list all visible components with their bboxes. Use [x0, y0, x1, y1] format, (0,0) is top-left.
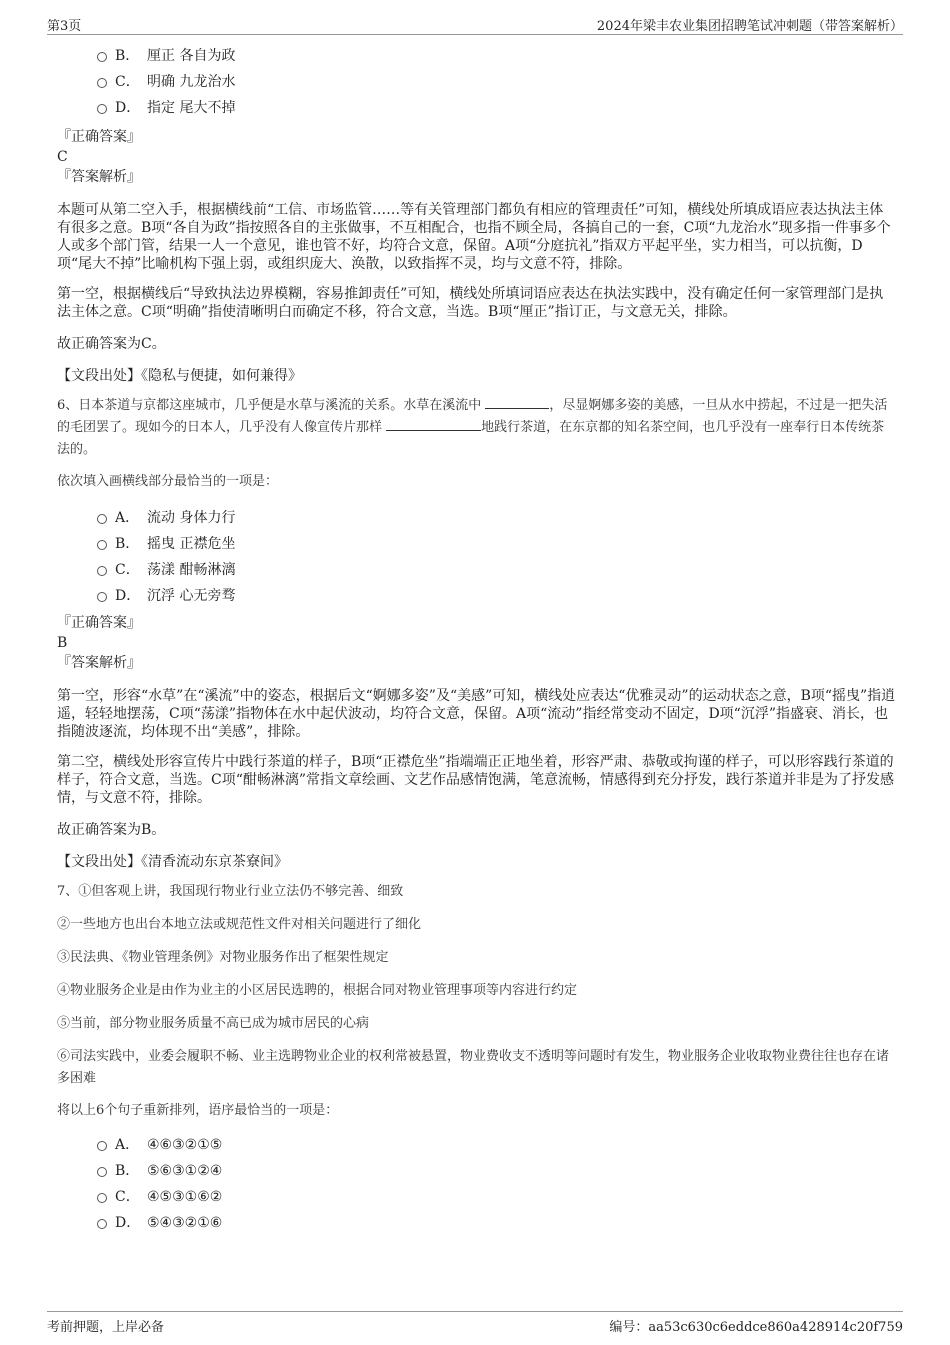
radio-icon[interactable]	[97, 104, 107, 114]
option-c[interactable]: C． ④⑤③①⑥②	[57, 1184, 897, 1210]
radio-icon[interactable]	[97, 540, 107, 550]
option-a[interactable]: A． 流动 身体力行	[57, 505, 897, 531]
option-d[interactable]: D． ⑤④③②①⑥	[57, 1210, 897, 1236]
fill-blank	[386, 418, 481, 431]
radio-icon[interactable]	[97, 1167, 107, 1177]
q7-options	[57, 1132, 897, 1236]
explanation-paragraph: 第二空，横线处形容宣传片中践行茶道的样子，B项“正襟危坐”指端端正正地坐着，形容严肃、恭敬或拘谨的样子，可以形容践行茶道的样子，符合文意，当选。C项“酣畅淋漓”常指文章绘画、文艺作品感情饱满，笔意流畅，情感得到充分抒发，践行茶道并非是为了抒发感情，与文意不符，排除。	[57, 754, 895, 806]
conclusion: 故正确答案为C。	[57, 336, 166, 352]
explanation-label: 『答案解析』	[57, 169, 141, 185]
option-a[interactable]: A． ④⑥③②①⑤	[57, 1132, 897, 1158]
radio-icon[interactable]	[97, 1193, 107, 1203]
option-d[interactable]: D． 沉浮 心无旁骛	[57, 583, 897, 609]
sentence-5: ⑤当前，部分物业服务质量不高已成为城市居民的心病	[57, 1016, 370, 1031]
sentence-4: ④物业服务企业是由作为业主的小区居民选聘的，根据合同对物业管理事项等内容进行约定	[57, 983, 578, 998]
radio-icon[interactable]	[97, 592, 107, 602]
answer-label: 『正确答案』	[57, 615, 141, 631]
sentence-2: ②一些地方也出台本地立法或规范性文件对相关问题进行了细化	[57, 917, 422, 932]
explanation-paragraph: 第一空，根据横线后“导致执法边界模糊，容易推卸责任”可知，横线处所填词语应表达在执法实践中，没有确定任何一家管理部门是执法主体之意。C项“明确”指使清晰明白而确定不移，符合文意，当选。B项“厘正”指订正，与文意无关，排除。	[57, 286, 884, 320]
sentence-1: 7、①但客观上讲，我国现行物业行业立法仍不够完善、细致	[57, 884, 404, 899]
fill-blank	[485, 396, 549, 409]
radio-icon[interactable]	[97, 514, 107, 524]
source-citation: 【文段出处】《隐私与便捷，如何兼得》	[57, 368, 302, 384]
question-stem: 6、日本茶道与京都这座城市，几乎便是水草与溪流的关系。水草在溪流中 ，尽显婀娜多姿的美感，一旦从水中捞起，不过是一把失活的毛团罢了。现如今的日本人，几乎没有人像宣传片那样 地践行茶道，在东京都的知名茶空间，也几乎没有一座奉行日本传统茶法的。	[57, 398, 888, 457]
option-b[interactable]: B． 厘正 各自为政	[57, 43, 897, 69]
option-c[interactable]: C． 荡漾 酣畅淋漓	[57, 557, 897, 583]
answer-value: C	[57, 149, 68, 165]
explanation-paragraph: 本题可从第二空入手，根据横线前“工信、市场监管……等有关管理部门都负有相应的管理责任”可知，横线处所填成语应表达执法主体有很多之意。B项“各自为政”指按照各自的主张做事，不互相配合，也指不顾全局，各搞自己的一套，C项“九龙治水”现多指一件事多个人或多个部门管，结果一人一个意见，谁也管不好，均符合文意，保留。A项“分庭抗礼”指双方平起平坐，实力相当，可以抗衡，D项“尾大不掉”比喻机构下强上弱，或组织庞大、涣散，以致指挥不灵，均与文意不符，排除。	[57, 202, 891, 272]
q6-options	[57, 505, 897, 609]
answer-label: 『正确答案』	[57, 129, 141, 145]
source-citation: 【文段出处】《清香流动东京茶寮间》	[57, 854, 288, 870]
radio-icon[interactable]	[97, 566, 107, 576]
main-content	[57, 42, 897, 1236]
explanation-paragraph: 第一空，形容“水草”在“溪流”中的姿态，根据后文“婀娜多姿”及“美感”可知，横线处应表达“优雅灵动”的运动状态之意，B项“摇曳”指逍遥，轻轻地摆荡，C项“荡漾”指物体在水中起伏波动，均符合文意，保留。A项“流动”指经常变动不固定，D项“沉浮”指盛衰、消长，也指随波逐流，均体现不出“美感”，排除。	[57, 688, 896, 740]
q5-options	[57, 43, 897, 121]
page-header	[47, 12, 903, 35]
page-number: 第3页	[47, 19, 82, 34]
explanation-label: 『答案解析』	[57, 655, 141, 671]
sentence-3: ③民法典、《物业管理条例》对物业服务作出了框架性规定	[57, 950, 389, 965]
radio-icon[interactable]	[97, 1141, 107, 1151]
document-title: 2024年梁丰农业集团招聘笔试冲刺题（带答案解析）	[596, 19, 903, 34]
option-b[interactable]: B． ⑤⑥③①②④	[57, 1158, 897, 1184]
question-prompt: 依次填入画横线部分最恰当的一项是：	[57, 474, 279, 489]
option-d[interactable]: D． 指定 尾大不掉	[57, 95, 897, 121]
answer-value: B	[57, 635, 68, 651]
option-b[interactable]: B． 摇曳 正襟危坐	[57, 531, 897, 557]
option-c[interactable]: C． 明确 九龙治水	[57, 69, 897, 95]
conclusion: 故正确答案为B。	[57, 822, 166, 838]
sentence-6: ⑥司法实践中，业委会履职不畅、业主选聘物业企业的权利常被悬置，物业费收支不透明等问题时有发生，物业服务企业收取物业费往往也存在诸多困难	[57, 1049, 890, 1086]
radio-icon[interactable]	[97, 52, 107, 62]
document-id: 编号：aa53c630c6eddce860a428914c20f759	[609, 1320, 903, 1335]
footer-slogan: 考前押题，上岸必备	[47, 1320, 165, 1335]
radio-icon[interactable]	[97, 1219, 107, 1229]
question-prompt: 将以上6个句子重新排列，语序最恰当的一项是：	[57, 1103, 339, 1118]
radio-icon[interactable]	[97, 78, 107, 88]
page-footer	[47, 1311, 903, 1336]
